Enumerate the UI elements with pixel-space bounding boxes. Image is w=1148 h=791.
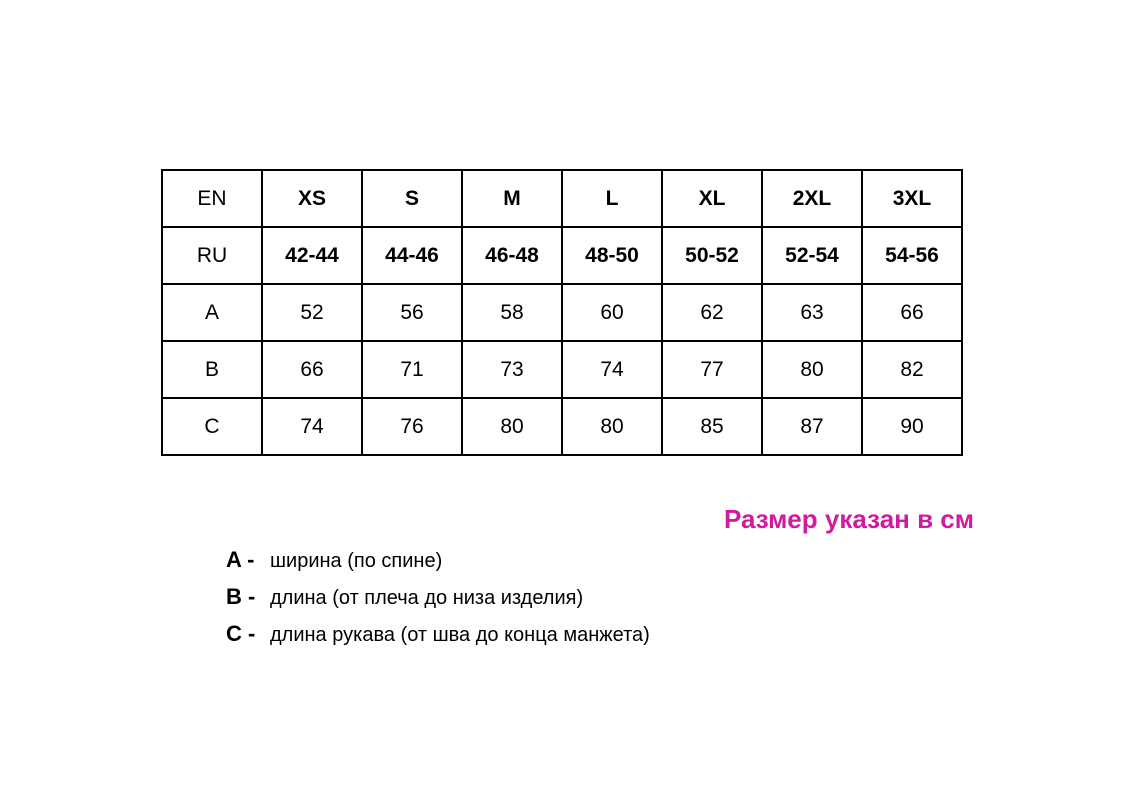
table-cell: 74 — [562, 341, 662, 398]
legend-description: длина (от плеча до низа изделия) — [270, 587, 584, 609]
row-label-cell: A — [162, 284, 262, 341]
table-cell: 60 — [562, 284, 662, 341]
row-label-cell: RU — [162, 227, 262, 284]
table-row — [162, 341, 962, 398]
legend-item-c — [226, 621, 650, 658]
table-cell: 77 — [662, 341, 762, 398]
table-cell: 3XL — [862, 170, 962, 227]
table-cell: 85 — [662, 398, 762, 455]
table-cell: XS — [262, 170, 362, 227]
table-cell: 80 — [562, 398, 662, 455]
legend-item-a — [226, 547, 650, 584]
table-cell: 52-54 — [762, 227, 862, 284]
table-row — [162, 227, 962, 284]
table-cell: M — [462, 170, 562, 227]
table-cell: 82 — [862, 341, 962, 398]
size-chart-table — [161, 169, 963, 456]
table-cell: 76 — [362, 398, 462, 455]
table-cell: 2XL — [762, 170, 862, 227]
table-cell: 44-46 — [362, 227, 462, 284]
table-cell: 54-56 — [862, 227, 962, 284]
table-cell: 48-50 — [562, 227, 662, 284]
size-chart-body — [162, 170, 962, 455]
legend-key: A - — [226, 547, 255, 572]
measurement-legend — [226, 547, 650, 658]
legend-description: длина рукава (от шва до конца манжета) — [270, 624, 650, 646]
table-cell: S — [362, 170, 462, 227]
table-cell: 74 — [262, 398, 362, 455]
table-cell: 56 — [362, 284, 462, 341]
legend-description: ширина (по спине) — [270, 550, 443, 572]
table-cell: 73 — [462, 341, 562, 398]
table-row — [162, 284, 962, 341]
table-cell: 90 — [862, 398, 962, 455]
units-note: Размер указан в см — [724, 504, 974, 534]
legend-item-b — [226, 584, 650, 621]
table-cell: 46-48 — [462, 227, 562, 284]
table-cell: 87 — [762, 398, 862, 455]
table-cell: 63 — [762, 284, 862, 341]
legend-key: C - — [226, 621, 256, 646]
row-label-cell: C — [162, 398, 262, 455]
table-cell: 52 — [262, 284, 362, 341]
table-cell: L — [562, 170, 662, 227]
row-label-cell: B — [162, 341, 262, 398]
table-row — [162, 170, 962, 227]
table-cell: 50-52 — [662, 227, 762, 284]
table-cell: 58 — [462, 284, 562, 341]
table-cell: XL — [662, 170, 762, 227]
table-cell: 80 — [462, 398, 562, 455]
legend-key: B - — [226, 584, 256, 609]
table-row — [162, 398, 962, 455]
table-cell: 66 — [262, 341, 362, 398]
table-cell: 66 — [862, 284, 962, 341]
table-cell: 71 — [362, 341, 462, 398]
row-label-cell: EN — [162, 170, 262, 227]
table-cell: 42-44 — [262, 227, 362, 284]
table-cell: 62 — [662, 284, 762, 341]
table-cell: 80 — [762, 341, 862, 398]
